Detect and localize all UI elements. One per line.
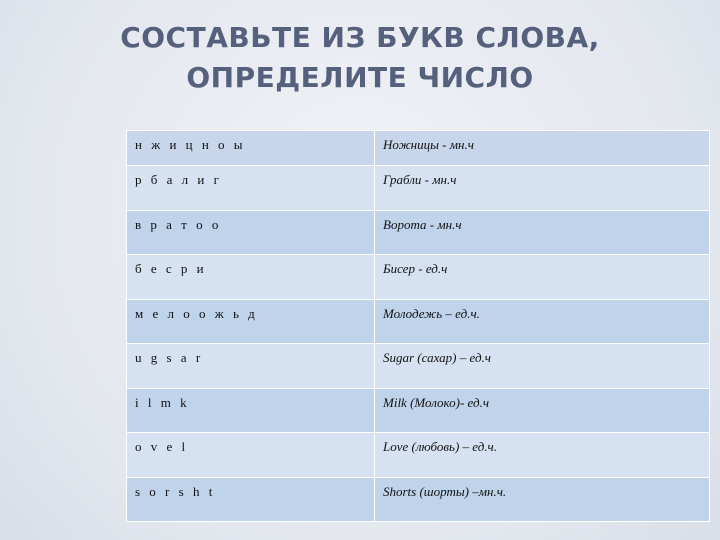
words-table (126, 130, 710, 522)
table-row (127, 433, 710, 478)
table-row (127, 210, 710, 255)
answer-word: Sugar (сахар) – ед.ч (375, 344, 710, 389)
table-row (127, 299, 710, 344)
title-line-1: СОСТАВЬТЕ ИЗ БУКВ СЛОВА, (120, 21, 600, 54)
answer-word: Ворота - мн.ч (375, 210, 710, 255)
answer-word: Milk (Молоко)- ед.ч (375, 388, 710, 433)
scrambled-word: o v e l (127, 433, 375, 478)
scrambled-word: б е с р и (127, 255, 375, 300)
answer-word: Shorts (шорты) –мн.ч. (375, 477, 710, 522)
scrambled-word: р б а л и г (127, 166, 375, 211)
scrambled-word: i l m k (127, 388, 375, 433)
table-row (127, 255, 710, 300)
title-line-2: ОПРЕДЕЛИТЕ ЧИСЛО (186, 61, 534, 94)
table-row (127, 166, 710, 211)
scrambled-word: н ж и ц н о ы (127, 131, 375, 166)
table-row (127, 131, 710, 166)
scrambled-word: s o r s h t (127, 477, 375, 522)
answer-word: Молодежь – ед.ч. (375, 299, 710, 344)
answer-word: Грабли - мн.ч (375, 166, 710, 211)
page-title (0, 18, 720, 98)
answer-word: Бисер - ед.ч (375, 255, 710, 300)
scrambled-word: u g s a r (127, 344, 375, 389)
table-row (127, 344, 710, 389)
scrambled-word: в р а т о о (127, 210, 375, 255)
scrambled-word: м е л о о ж ь д (127, 299, 375, 344)
table-row (127, 477, 710, 522)
table-row (127, 388, 710, 433)
answer-word: Love (любовь) – ед.ч. (375, 433, 710, 478)
answer-word: Ножницы - мн.ч (375, 131, 710, 166)
